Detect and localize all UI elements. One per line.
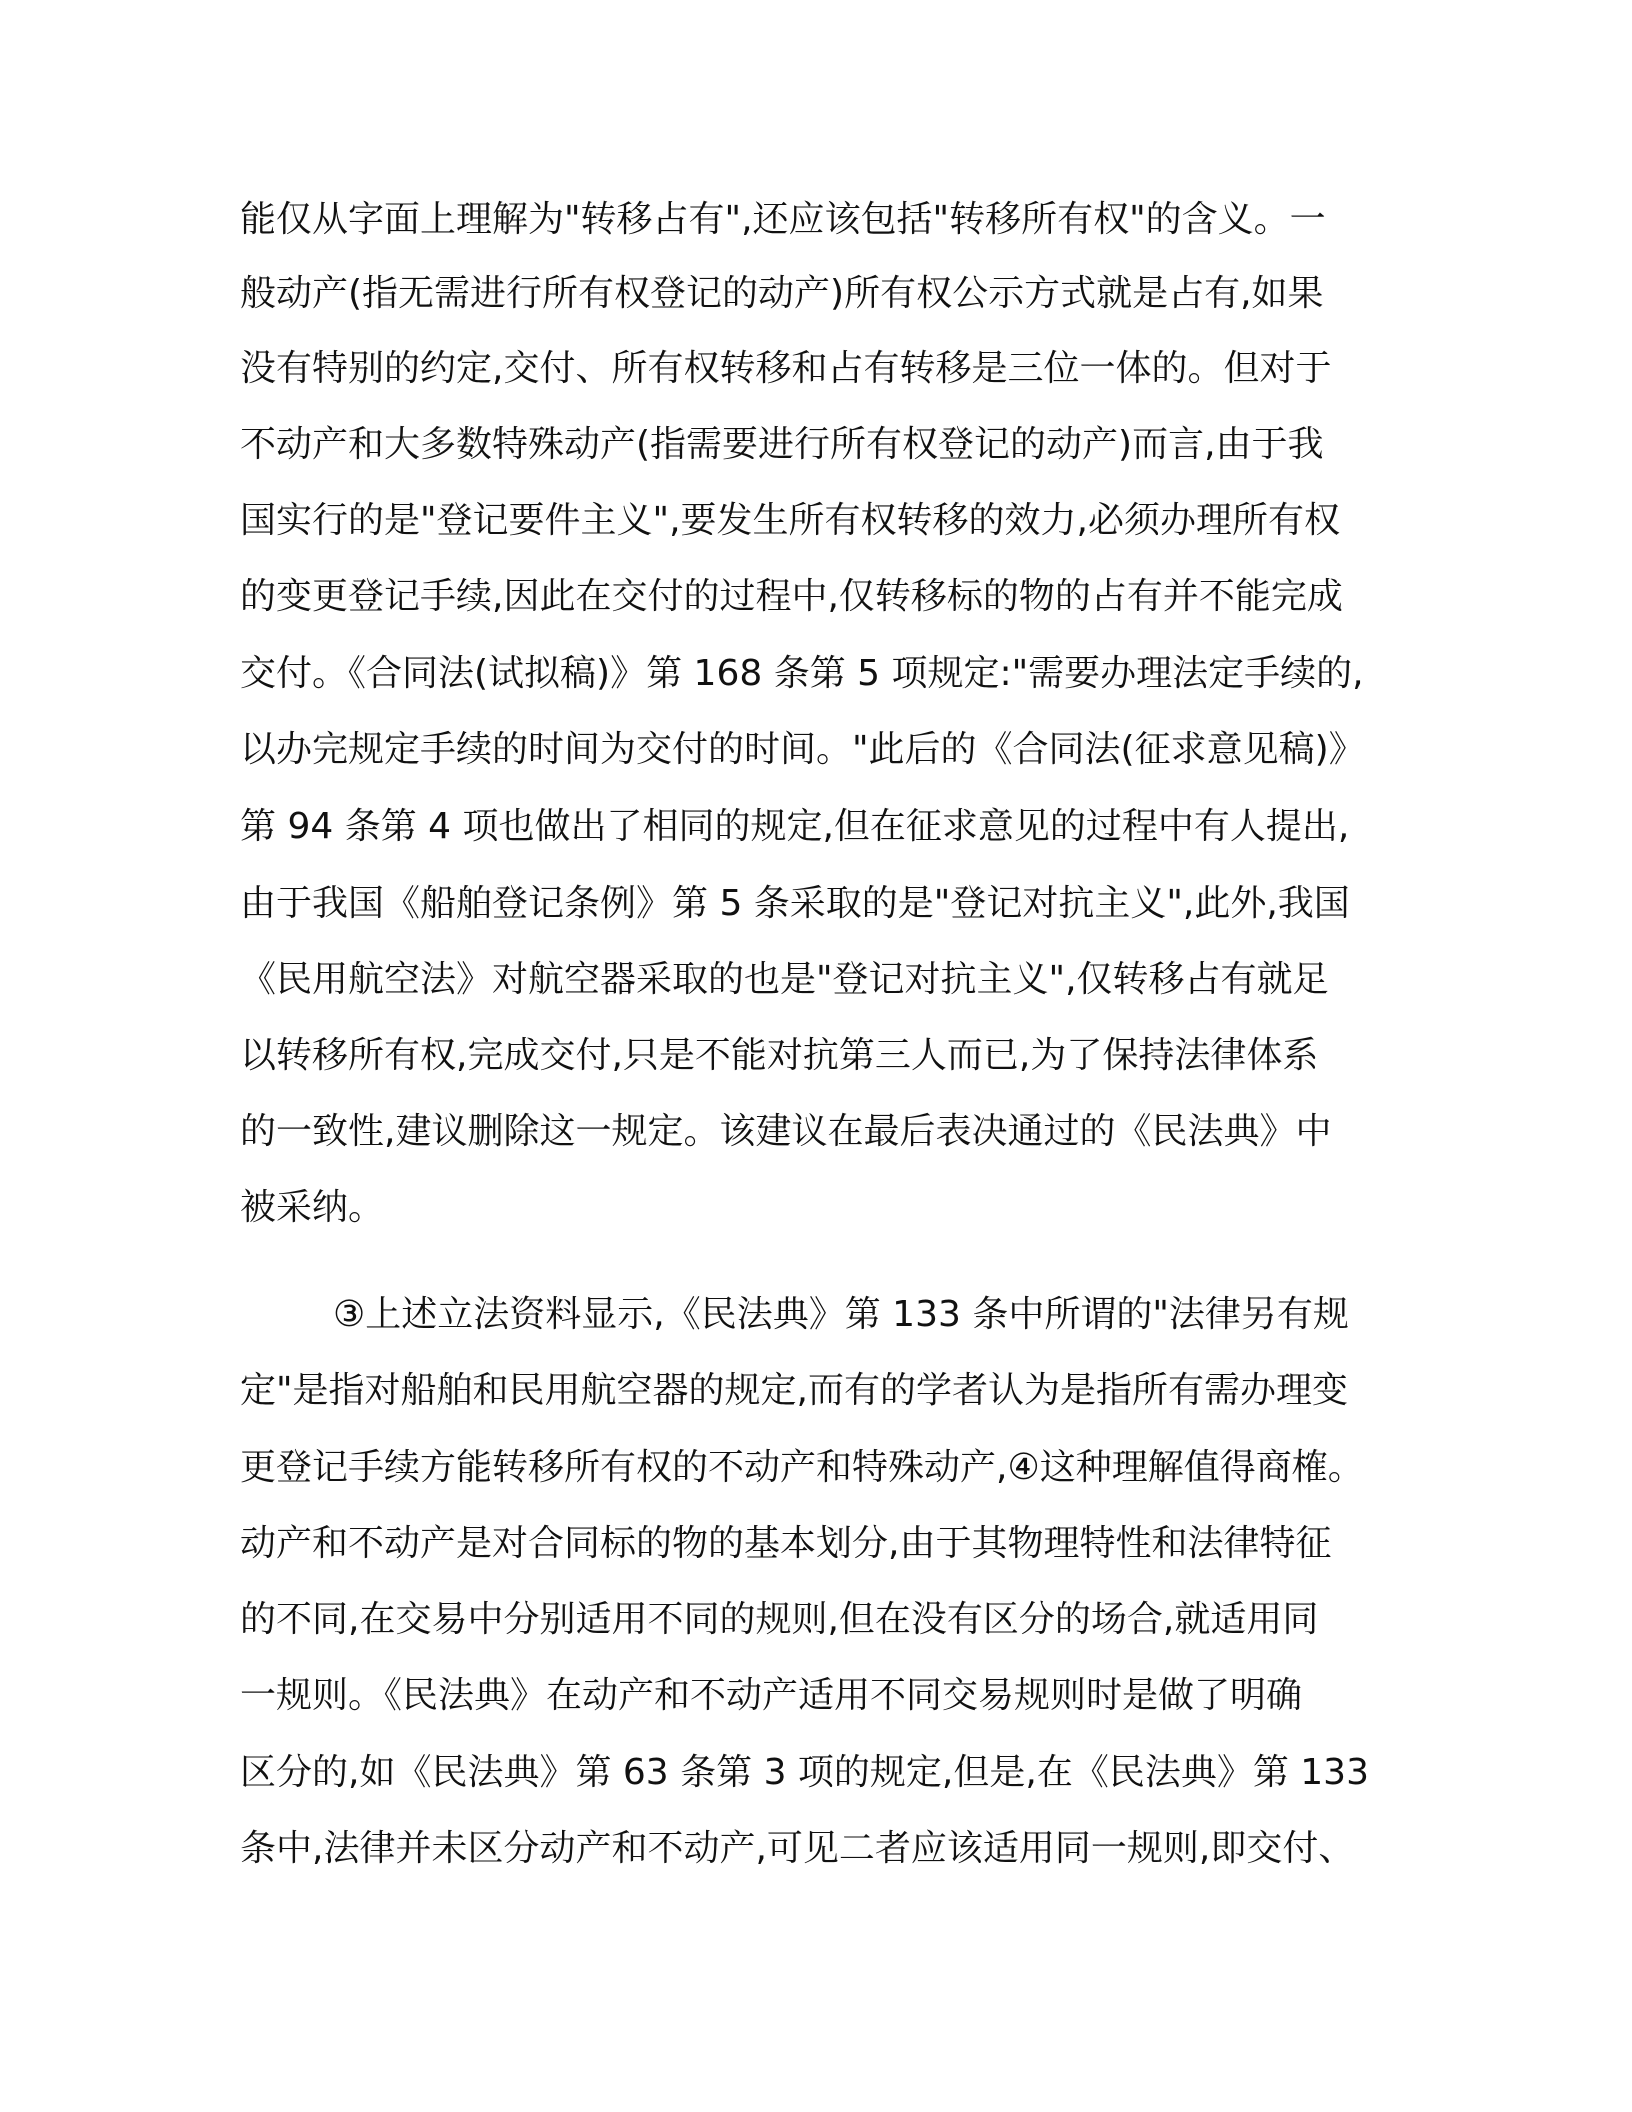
paragraph-2-line-6: 一规则。《民法典》在动产和不动产适用不同交易规则时是做了明确 [240, 1675, 1303, 1716]
paragraph-2-line-3: 更登记手续方能转移所有权的不动产和特殊动产,④这种理解值得商榷。 [240, 1447, 1364, 1488]
paragraph-1-line-12: 以转移所有权,完成交付,只是不能对抗第三人而已,为了保持法律体系 [240, 1035, 1319, 1076]
paragraph-1-line-5: 国实行的是"登记要件主义",要发生所有权转移的效力,必须办理所有权 [240, 500, 1341, 541]
paragraph-1-line-7: 交付。《合同法(试拟稿)》第 168 条第 5 项规定:"需要办理法定手续的, [240, 653, 1364, 694]
paragraph-2-line-2: 定"是指对船舶和民用航空器的规定,而有的学者认为是指所有需办理变 [240, 1370, 1349, 1411]
paragraph-2-line-1: ③上述立法资料显示,《民法典》第 133 条中所谓的"法律另有规 [333, 1294, 1349, 1335]
paragraph-1-line-10: 由于我国《船舶登记条例》第 5 条采取的是"登记对抗主义",此外,我国 [240, 883, 1350, 924]
paragraph-1-line-2: 般动产(指无需进行所有权登记的动产)所有权公示方式就是占有,如果 [240, 273, 1324, 314]
paragraph-1-line-9: 第 94 条第 4 项也做出了相同的规定,但在征求意见的过程中有人提出, [240, 806, 1350, 847]
paragraph-1-line-1: 能仅从字面上理解为"转移占有",还应该包括"转移所有权"的含义。一 [240, 199, 1326, 240]
paragraph-1-line-8: 以办完规定手续的时间为交付的时间。"此后的《合同法(征求意见稿)》 [240, 729, 1365, 770]
paragraph-1-line-13: 的一致性,建议删除这一规定。该建议在最后表决通过的《民法典》中 [240, 1111, 1332, 1152]
paragraph-1-line-3: 没有特别的约定,交付、所有权转移和占有转移是三位一体的。但对于 [240, 348, 1332, 389]
paragraph-1-line-4: 不动产和大多数特殊动产(指需要进行所有权登记的动产)而言,由于我 [240, 424, 1324, 465]
paragraph-2-line-8: 条中,法律并未区分动产和不动产,可见二者应该适用同一规则,即交付、 [240, 1828, 1355, 1869]
paragraph-1-line-6: 的变更登记手续,因此在交付的过程中,仅转移标的物的占有并不能完成 [240, 576, 1343, 617]
paragraph-2-line-7: 区分的,如《民法典》第 63 条第 3 项的规定,但是,在《民法典》第 133 [240, 1752, 1369, 1793]
paragraph-2-line-4: 动产和不动产是对合同标的物的基本划分,由于其物理特性和法律特征 [240, 1523, 1332, 1564]
paragraph-2-line-5: 的不同,在交易中分别适用不同的规则,但在没有区分的场合,就适用同 [240, 1599, 1319, 1640]
paragraph-1-line-11: 《民用航空法》对航空器采取的也是"登记对抗主义",仅转移占有就足 [240, 959, 1329, 1000]
paragraph-1-line-14: 被采纳。 [240, 1187, 385, 1228]
